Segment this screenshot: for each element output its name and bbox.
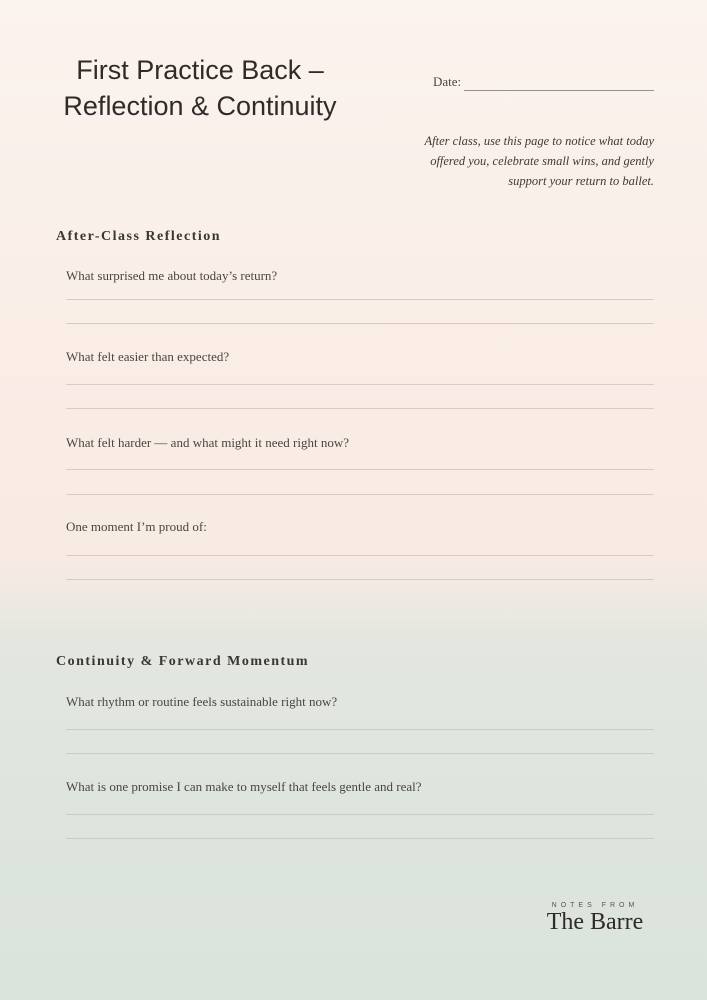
- question-easier: What felt easier than expected?: [66, 349, 230, 364]
- answer-line[interactable]: [66, 299, 654, 300]
- answer-line[interactable]: [66, 753, 654, 754]
- title-line-1: First Practice Back –: [76, 55, 324, 85]
- answer-line[interactable]: [66, 555, 654, 556]
- answer-line[interactable]: [66, 814, 654, 815]
- brand-tagline: NOTES FROM: [551, 902, 639, 909]
- page-title: [20, 52, 380, 124]
- date-field[interactable]: [464, 90, 654, 91]
- section-title-continuity: Continuity & Forward Momentum: [56, 654, 310, 669]
- answer-line[interactable]: [66, 579, 654, 580]
- question-harder: What felt harder — and what might it need right now?: [66, 435, 350, 450]
- brand-logo: The Barre: [546, 909, 644, 935]
- answer-line[interactable]: [66, 469, 654, 470]
- answer-line[interactable]: [66, 494, 654, 495]
- answer-line[interactable]: [66, 838, 654, 839]
- answer-line[interactable]: [66, 408, 654, 409]
- question-promise: What is one promise I can make to myself that feels gentle and real?: [66, 779, 422, 794]
- answer-line[interactable]: [66, 323, 654, 324]
- intro-text: After class, use this page to notice what today offered you, celebrate small wins, and gently support your return to ballet.: [424, 134, 654, 188]
- section-title-reflection: After-Class Reflection: [56, 229, 222, 244]
- question-rhythm: What rhythm or routine feels sustainable right now?: [66, 694, 338, 709]
- answer-line[interactable]: [66, 729, 654, 730]
- title-line-2: Reflection & Continuity: [63, 91, 337, 121]
- answer-line[interactable]: [66, 384, 654, 385]
- question-surprised: What surprised me about today’s return?: [66, 268, 278, 283]
- date-label: Date:: [433, 74, 462, 89]
- question-proud: One moment I’m proud of:: [66, 519, 207, 534]
